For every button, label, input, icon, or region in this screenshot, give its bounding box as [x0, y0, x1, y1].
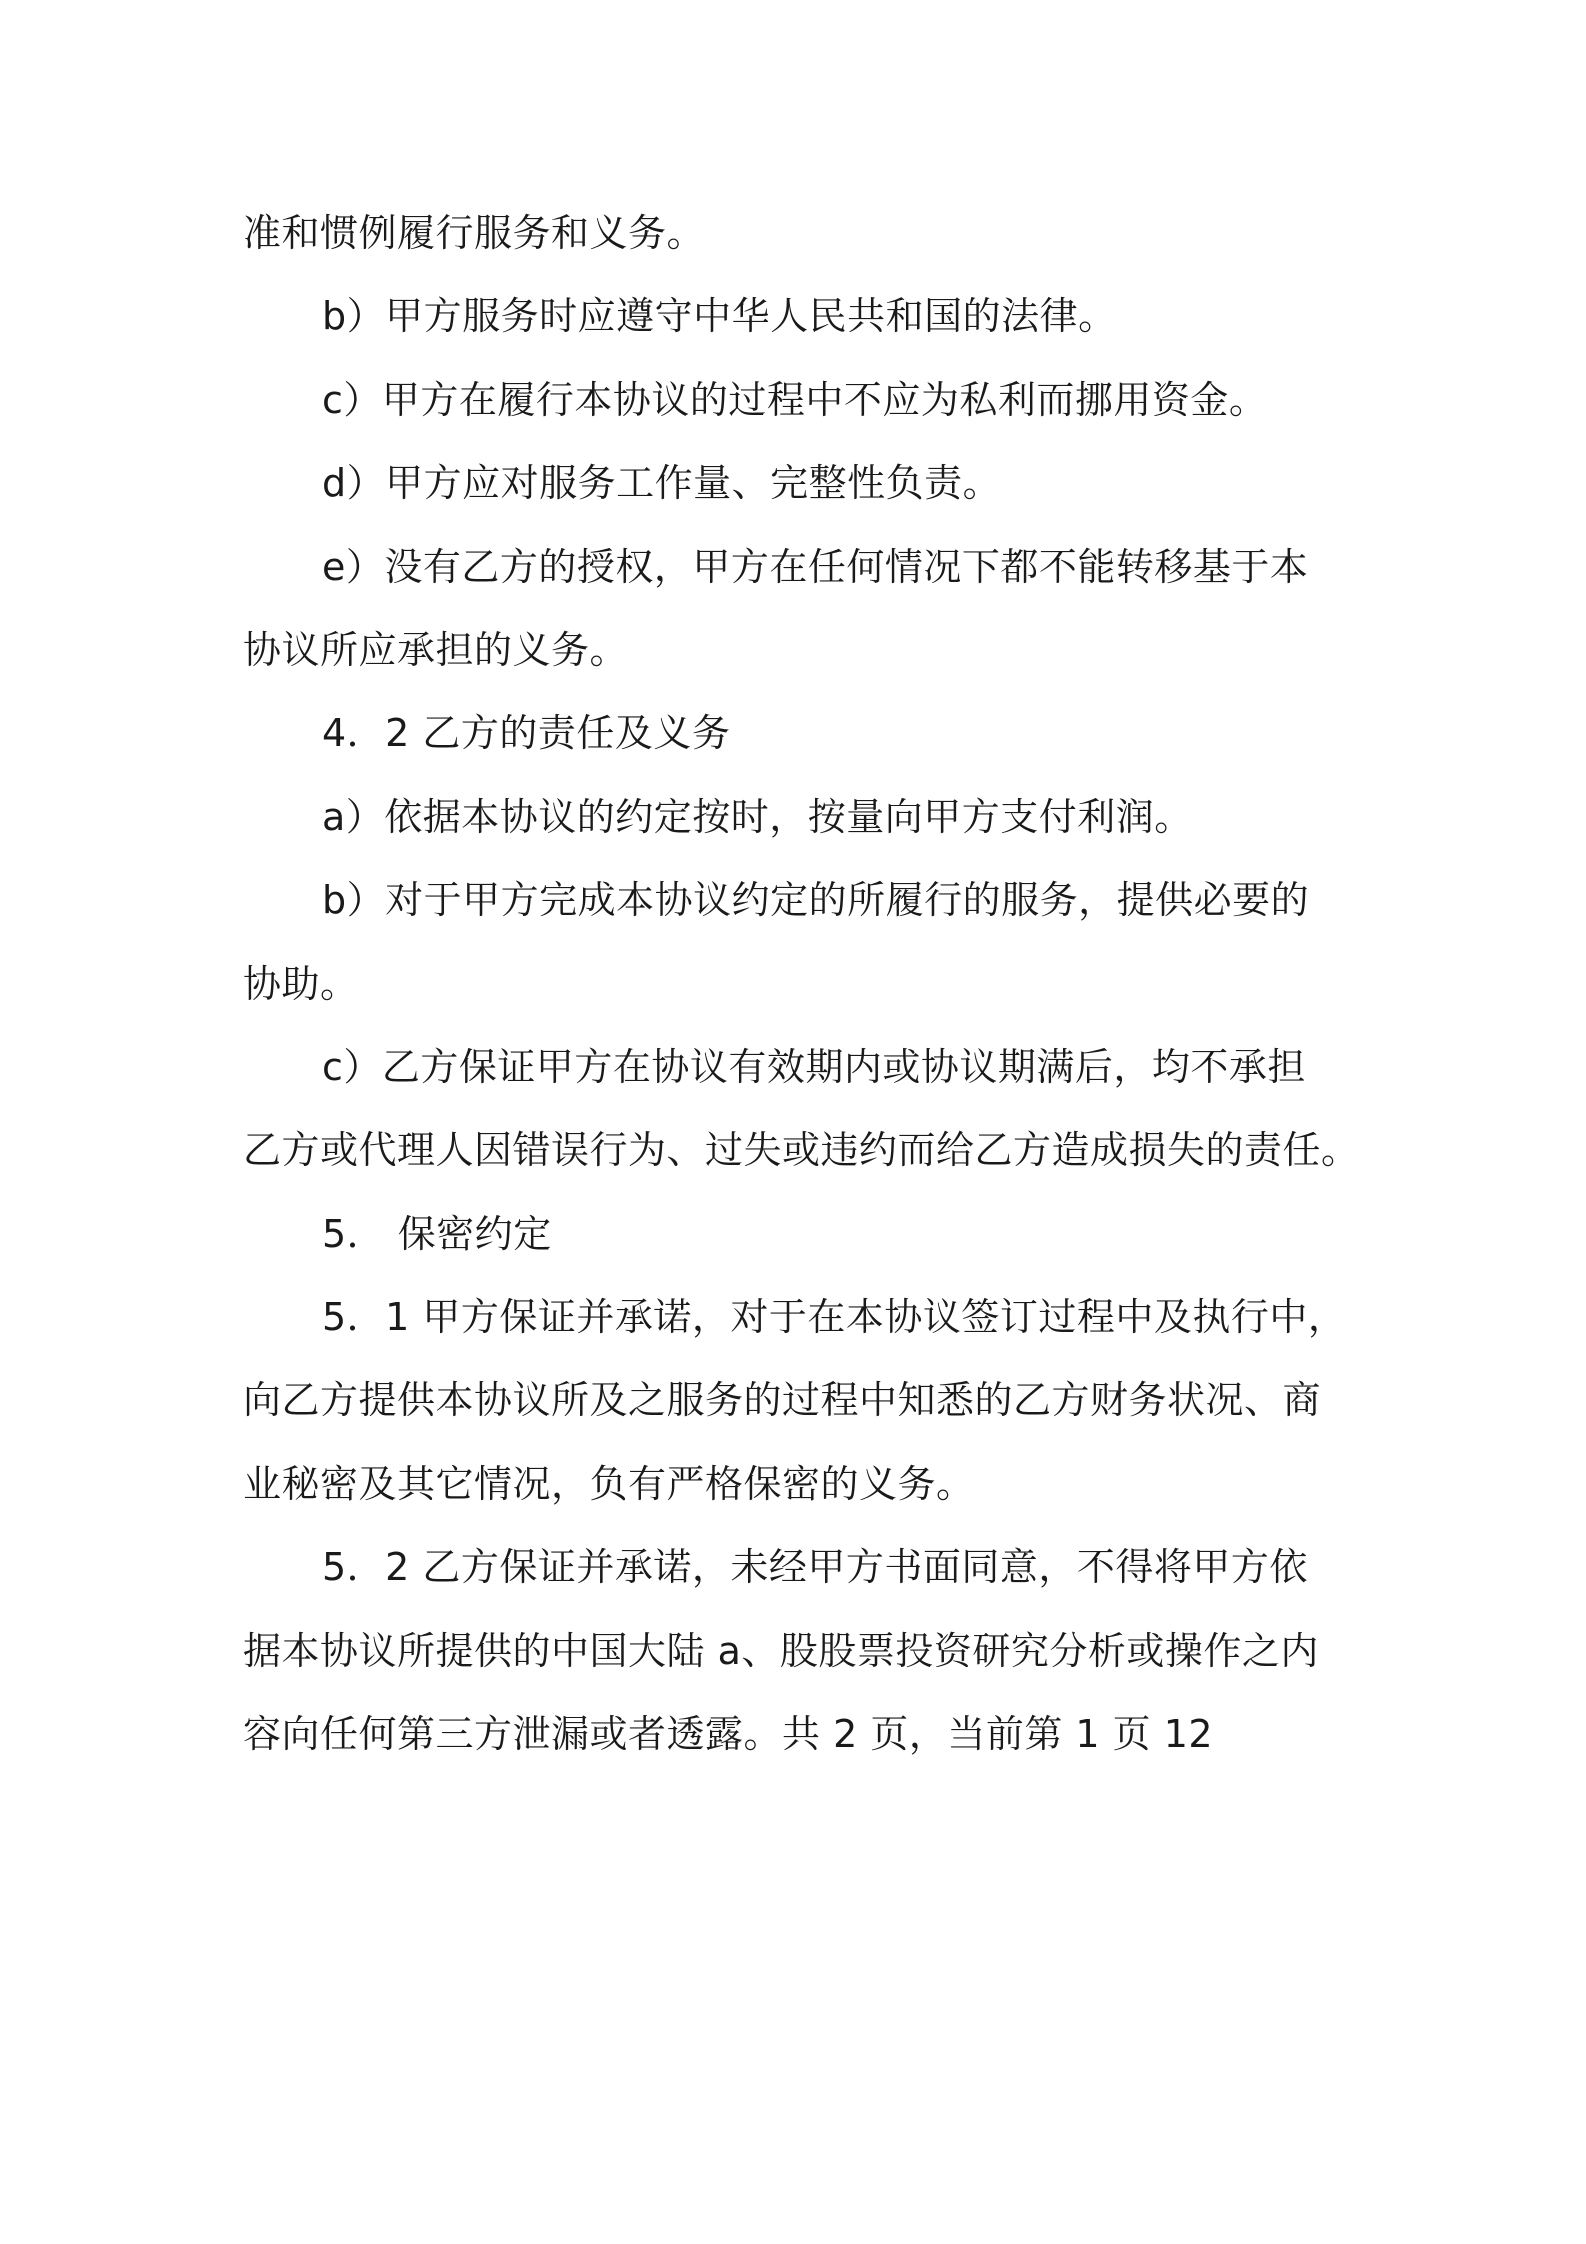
- paragraph-line: 准和惯例履行服务和义务。: [243, 211, 706, 255]
- paragraph-line: 向乙方提供本协议所及之服务的过程中知悉的乙方财务状况、商: [243, 1378, 1322, 1423]
- section-heading: 4．2 乙方的责任及义务: [322, 711, 731, 756]
- paragraph-line: b）甲方服务时应遵守中华人民共和国的法律。: [322, 294, 1117, 339]
- paragraph-line: d）甲方应对服务工作量、完整性负责。: [322, 461, 1002, 506]
- paragraph-line: e）没有乙方的授权，甲方在任何情况下都不能转移基于本: [322, 544, 1309, 589]
- paragraph-line: 协议所应承担的义务。: [243, 627, 629, 672]
- paragraph-line: 协助。: [243, 961, 359, 1006]
- paragraph-line: 业秘密及其它情况，负有严格保密的义务。: [243, 1461, 975, 1506]
- document-body: [243, 192, 1383, 1776]
- paragraph-line: 乙方或代理人因错误行为、过失或违约而给乙方造成损失的责任。: [243, 1128, 1360, 1173]
- paragraph-line: 据本协议所提供的中国大陆 a、股股票投资研究分析或操作之内: [243, 1628, 1319, 1673]
- paragraph-line: 容向任何第三方泄漏或者透露。共 2 页，当前第 1 页 12: [243, 1712, 1214, 1757]
- paragraph-line: 5．2 乙方保证并承诺，未经甲方书面同意，不得将甲方依: [322, 1545, 1308, 1590]
- paragraph-line: c）乙方保证甲方在协议有效期内或协议期满后，均不承担: [322, 1044, 1306, 1089]
- paragraph-line: b）对于甲方完成本协议约定的所履行的服务，提供必要的: [322, 878, 1310, 923]
- paragraph-line: c）甲方在履行本协议的过程中不应为私利而挪用资金。: [322, 377, 1268, 422]
- paragraph-line: 5．1 甲方保证并承诺，对于在本协议签订过程中及执行中，: [322, 1295, 1347, 1340]
- paragraph-line: a）依据本协议的约定按时，按量向甲方支付利润。: [322, 794, 1193, 839]
- section-heading: 5． 保密约定: [322, 1211, 552, 1256]
